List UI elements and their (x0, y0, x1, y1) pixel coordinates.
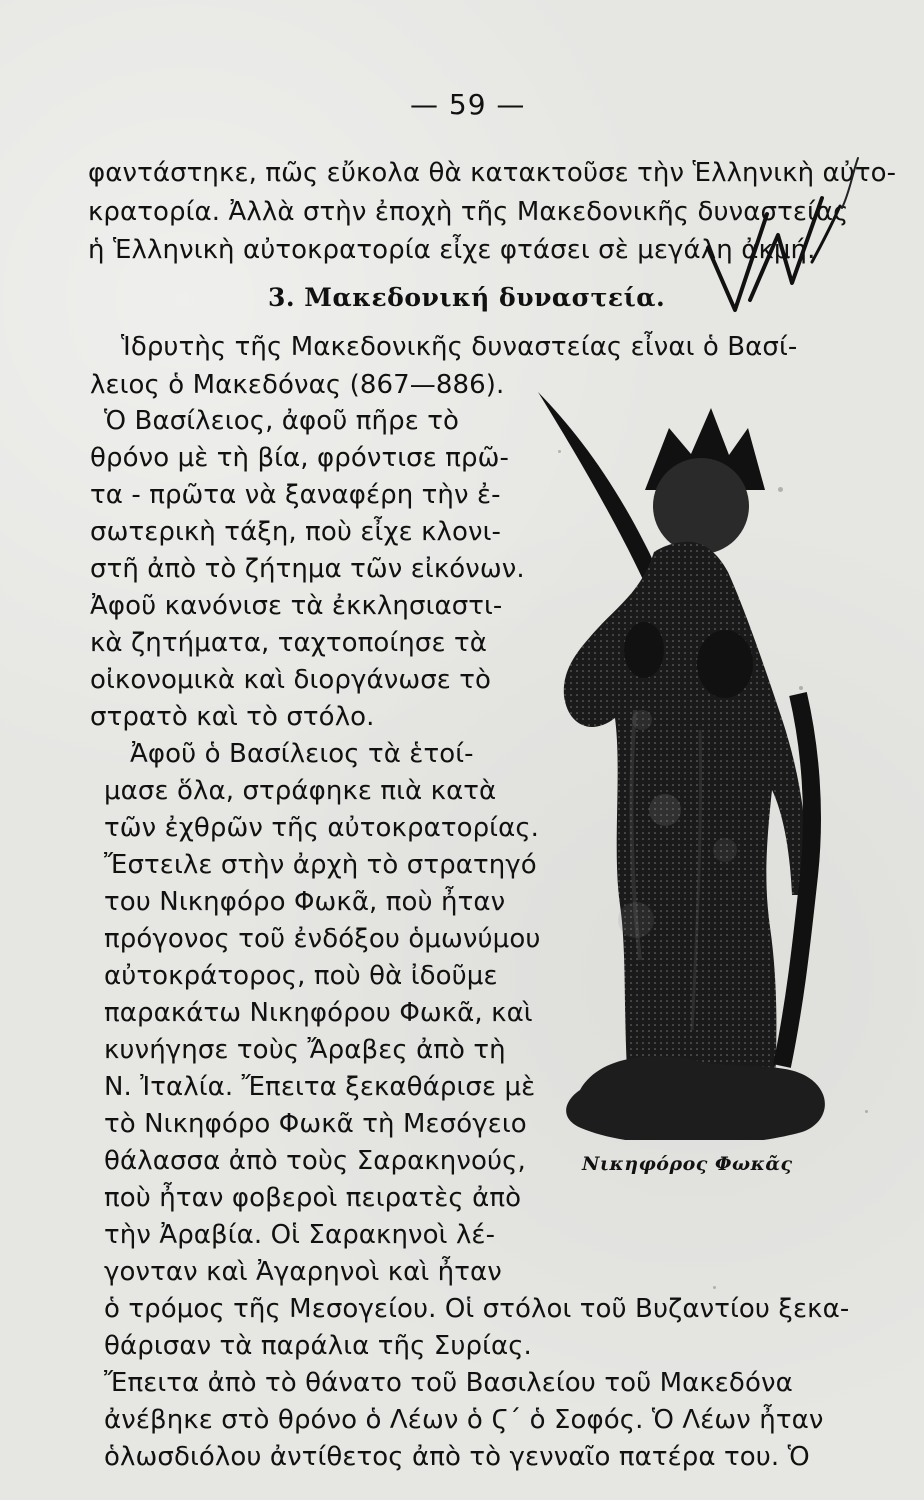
text-line: αὐτοκράτορος, ποὺ θὰ ἰδοῦμε (104, 961, 498, 991)
text-line: στρατὸ καὶ τὸ στόλο. (90, 702, 375, 732)
text-line: Ν. Ἰταλία. Ἔπειτα ξεκαθάρισε μὲ (104, 1072, 536, 1102)
figure-caption: Νικηφόρος Φωκᾶς (582, 1153, 793, 1175)
ink-speck (865, 1110, 868, 1113)
text-line: Ἱδρυτὴς τῆς Μακεδονικῆς δυναστείας εἶναι ὁ Βασί- (121, 332, 798, 362)
text-line: κρατορία. Ἀλλὰ στὴν ἐποχὴ τῆς Μακεδονικῆς δυναστείας (88, 197, 849, 227)
text-line: σωτερικὴ τάξη, ποὺ εἶχε κλονι- (90, 517, 502, 547)
text-line: οἰκονομικὰ καὶ διοργάνωσε τὸ (90, 665, 492, 695)
text-line: Ὁ Βασίλειος, ἀφοῦ πῆρε τὸ (104, 406, 460, 436)
text-line: θάλασσα ἀπὸ τοὺς Σαρακηνούς, (104, 1146, 526, 1176)
text-line: ἀνέβηκε στὸ θρόνο ὁ Λέων ὁ Ϛ΄ ὁ Σοφός. Ὁ Λέων ἦταν (104, 1405, 824, 1435)
text-line: Ἀφοῦ ὁ Βασίλειος τὰ ἑτοί- (130, 739, 474, 769)
text-line: ἡ Ἑλληνικὴ αὐτοκρατορία εἶχε φτάσει σὲ μεγάλη ἀκμή. (88, 235, 816, 265)
text-line: πρόγονος τοῦ ἐνδόξου ὁμωνύμου (104, 924, 541, 954)
text-line: ποὺ ἦταν φοβεροὶ πειρατὲς ἀπὸ (104, 1183, 522, 1213)
text-line: Ἀφοῦ κανόνισε τὰ ἐκκλησιαστι- (90, 591, 503, 621)
text-line: ὁλωσδιόλου ἀντίθετος ἀπὸ τὸ γενναῖο πατέρα του. Ὁ (104, 1442, 810, 1472)
ink-speck (799, 686, 803, 690)
nikephoros-illustration (520, 380, 840, 1140)
text-line: τῶν ἐχθρῶν τῆς αὐτοκρατορίας. (104, 813, 540, 843)
text-line: Ἔστειλε στὴν ἀρχὴ τὸ στρατηγό (104, 850, 537, 880)
text-line: θάρισαν τὰ παράλια τῆς Συρίας. (104, 1331, 532, 1361)
text-line: κυνήγησε τοὺς Ἄραβες ἀπὸ τὴ (104, 1035, 506, 1065)
text-line: τὸ Νικηφόρο Φωκᾶ τὴ Μεσόγειο (104, 1109, 527, 1139)
text-line: γονταν καὶ Ἀγαρηνοὶ καὶ ἦταν (104, 1257, 502, 1287)
text-line: Ἔπειτα ἀπὸ τὸ θάνατο τοῦ Βασιλείου τοῦ Μακεδόνα (104, 1368, 793, 1398)
text-line: στῆ ἀπὸ τὸ ζήτημα τῶν εἰκόνων. (90, 554, 525, 584)
text-line: τὴν Ἀραβία. Οἱ Σαρακηνοὶ λέ- (104, 1220, 496, 1250)
text-line: λειος ὁ Μακεδόνας (867—886). (90, 370, 505, 400)
section-title: 3. Μακεδονική δυναστεία. (268, 283, 666, 312)
ink-speck (713, 1286, 716, 1289)
ink-speck (778, 487, 783, 492)
text-line: τα - πρῶτα νὰ ξαναφέρη τὴν ἐ- (90, 480, 501, 510)
text-line: ὁ τρόμος τῆς Μεσογείου. Οἱ στόλοι τοῦ Βυζαντίου ξεκα- (104, 1294, 850, 1324)
text-line: μασε ὅλα, στράφηκε πιὰ κατὰ (104, 776, 497, 806)
text-line: του Νικηφόρο Φωκᾶ, ποὺ ἦταν (104, 887, 506, 917)
page-number: — 59 — (410, 88, 526, 121)
text-line: κὰ ζητήματα, ταχτοποίησε τὰ (90, 628, 487, 658)
text-line: παρακάτω Νικηφόρου Φωκᾶ, καὶ (104, 998, 533, 1028)
text-line: θρόνο μὲ τὴ βία, φρόντισε πρῶ- (90, 443, 509, 473)
ink-speck (558, 450, 561, 453)
text-line: φαντάστηκε, πῶς εὔκολα θὰ κατακτοῦσε τὴν Ἑλληνικὴ αὐτο- (88, 158, 897, 188)
handwritten-mark (690, 140, 880, 330)
